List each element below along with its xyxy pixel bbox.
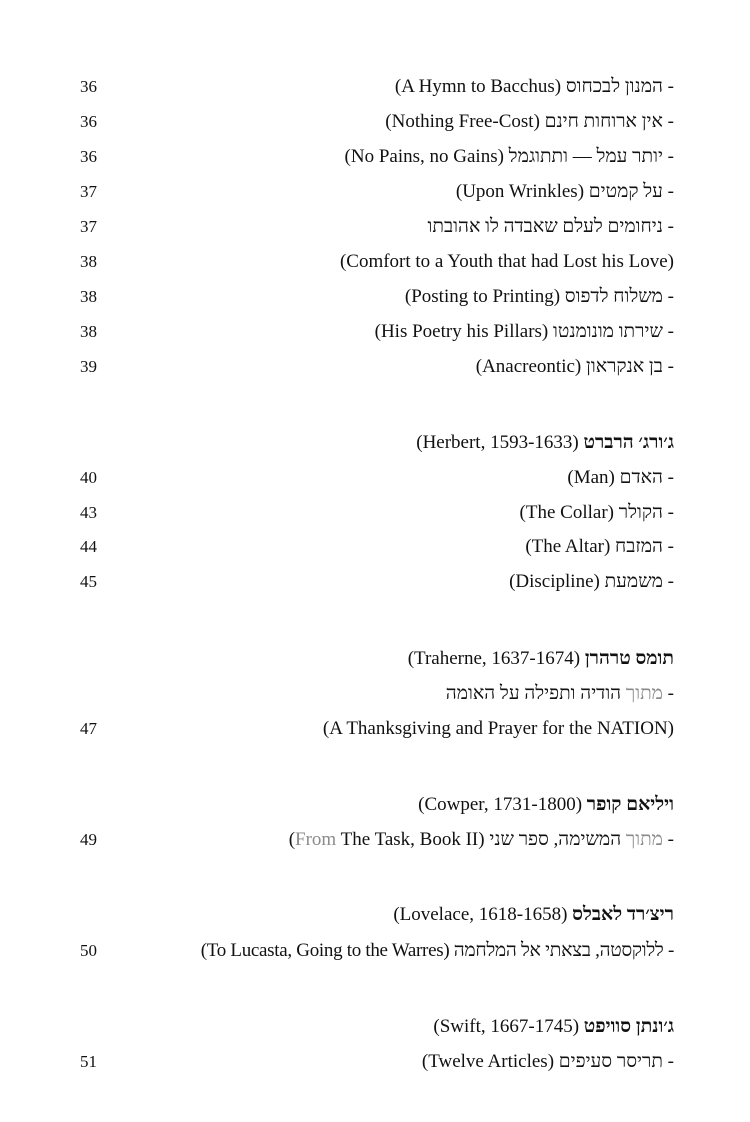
author-name: ג׳ונתן סוויפט bbox=[583, 1016, 674, 1037]
english-title: The Task, Book II) bbox=[336, 829, 485, 850]
toc-entry bbox=[80, 212, 674, 242]
page-number: 38 bbox=[80, 322, 97, 341]
entry-title: - ללוקסטה, בצאתי אל המלחמה (To Lucasta, Going to the Warres) bbox=[200, 940, 674, 961]
author-name: ריצ׳רד לאבלס bbox=[572, 904, 674, 925]
entry-title: - האדם (Man) bbox=[567, 467, 674, 488]
toc-entry bbox=[80, 714, 674, 744]
entry-title: המשימה, ספר שני bbox=[484, 829, 626, 850]
from-label: מתוך bbox=[625, 683, 663, 704]
entry-title-english: (A Thanksgiving and Prayer for the NATION) bbox=[322, 718, 674, 739]
toc-entry bbox=[80, 567, 674, 597]
toc-entry bbox=[80, 282, 674, 312]
entry-title-english bbox=[289, 829, 485, 850]
toc-entry bbox=[80, 317, 674, 347]
toc-entry bbox=[80, 679, 674, 709]
author-heading bbox=[80, 428, 674, 458]
entry-title: - שירתו מונומנטו (His Poetry his Pillars) bbox=[374, 321, 674, 342]
page-number: 44 bbox=[80, 537, 97, 556]
entry-title: הודיה ותפילה על האומה bbox=[445, 683, 626, 704]
toc-entry bbox=[80, 352, 674, 382]
author-heading bbox=[80, 790, 674, 820]
entry-title: - בן אנקראון (Anacreontic) bbox=[475, 356, 674, 377]
entry-title: (Comfort to a Youth that had Lost his Love) bbox=[339, 251, 674, 272]
page-number: 40 bbox=[80, 468, 97, 487]
page-number: 45 bbox=[80, 572, 97, 591]
page-number: 39 bbox=[80, 357, 97, 376]
toc-entry bbox=[80, 825, 674, 855]
entry-title: - תריסר סעיפים (Twelve Articles) bbox=[421, 1051, 674, 1072]
author-name: תומס טרהרן bbox=[584, 648, 674, 669]
page-number: 37 bbox=[80, 217, 97, 236]
toc-entry bbox=[80, 247, 674, 277]
page-number: 38 bbox=[80, 287, 97, 306]
author-dates: (Traherne, 1637-1674) bbox=[407, 648, 581, 669]
page-number: 36 bbox=[80, 147, 97, 166]
entry-prefix: - bbox=[662, 829, 674, 850]
entry-title: - הקולר (The Collar) bbox=[519, 502, 674, 523]
author-heading bbox=[80, 1012, 674, 1042]
from-label-english: From bbox=[295, 829, 337, 850]
page-number: 37 bbox=[80, 182, 97, 201]
author-dates: (Cowper, 1731-1800) bbox=[418, 794, 583, 815]
from-label: מתוך bbox=[625, 829, 663, 850]
entry-title: - משמעת (Discipline) bbox=[509, 571, 674, 592]
page-number: 51 bbox=[80, 1052, 97, 1071]
author-dates: (Swift, 1667-1745) bbox=[433, 1016, 580, 1037]
entry-title: - משלוח לדפוס (Posting to Printing) bbox=[404, 286, 674, 307]
page-number: 38 bbox=[80, 252, 97, 271]
entry-title: - ניחומים לעלם שאבדה לו אהובתו bbox=[427, 216, 674, 237]
page-number: 43 bbox=[80, 503, 97, 522]
entry-title: - יותר עמל — ותתוגמל (No Pains, no Gains) bbox=[344, 146, 674, 167]
entry-title: - על קמטים (Upon Wrinkles) bbox=[455, 181, 674, 202]
toc-entry bbox=[108, 936, 674, 966]
toc-entry bbox=[80, 142, 674, 172]
entry-title: - המזבח (The Altar) bbox=[525, 536, 674, 557]
page-number: 47 bbox=[80, 719, 97, 738]
author-dates: (Herbert, 1593-1633) bbox=[416, 432, 579, 453]
entry-prefix: - bbox=[662, 683, 674, 704]
page-number: 36 bbox=[80, 112, 97, 131]
toc-entry bbox=[80, 72, 674, 102]
author-dates: (Lovelace, 1618-1658) bbox=[393, 904, 568, 925]
page-number: 36 bbox=[80, 77, 97, 96]
page-number: 50 bbox=[80, 941, 97, 960]
page-number: 49 bbox=[80, 830, 97, 849]
toc-entry bbox=[80, 532, 674, 562]
toc-entry bbox=[80, 463, 674, 493]
author-name: ויליאם קופר bbox=[586, 794, 674, 815]
toc-entry bbox=[80, 498, 674, 528]
toc-entry bbox=[80, 107, 674, 137]
toc-entry bbox=[80, 177, 674, 207]
toc-entry bbox=[80, 1047, 674, 1077]
entry-title: - אין ארוחות חינם (Nothing Free-Cost) bbox=[385, 111, 674, 132]
author-heading bbox=[80, 644, 674, 674]
entry-title: - המנון לבכחוס (A Hymn to Bacchus) bbox=[394, 76, 674, 97]
open-paren: ( bbox=[288, 829, 296, 850]
author-heading bbox=[80, 900, 674, 930]
author-name: ג׳ורג׳ הרברט bbox=[583, 432, 674, 453]
